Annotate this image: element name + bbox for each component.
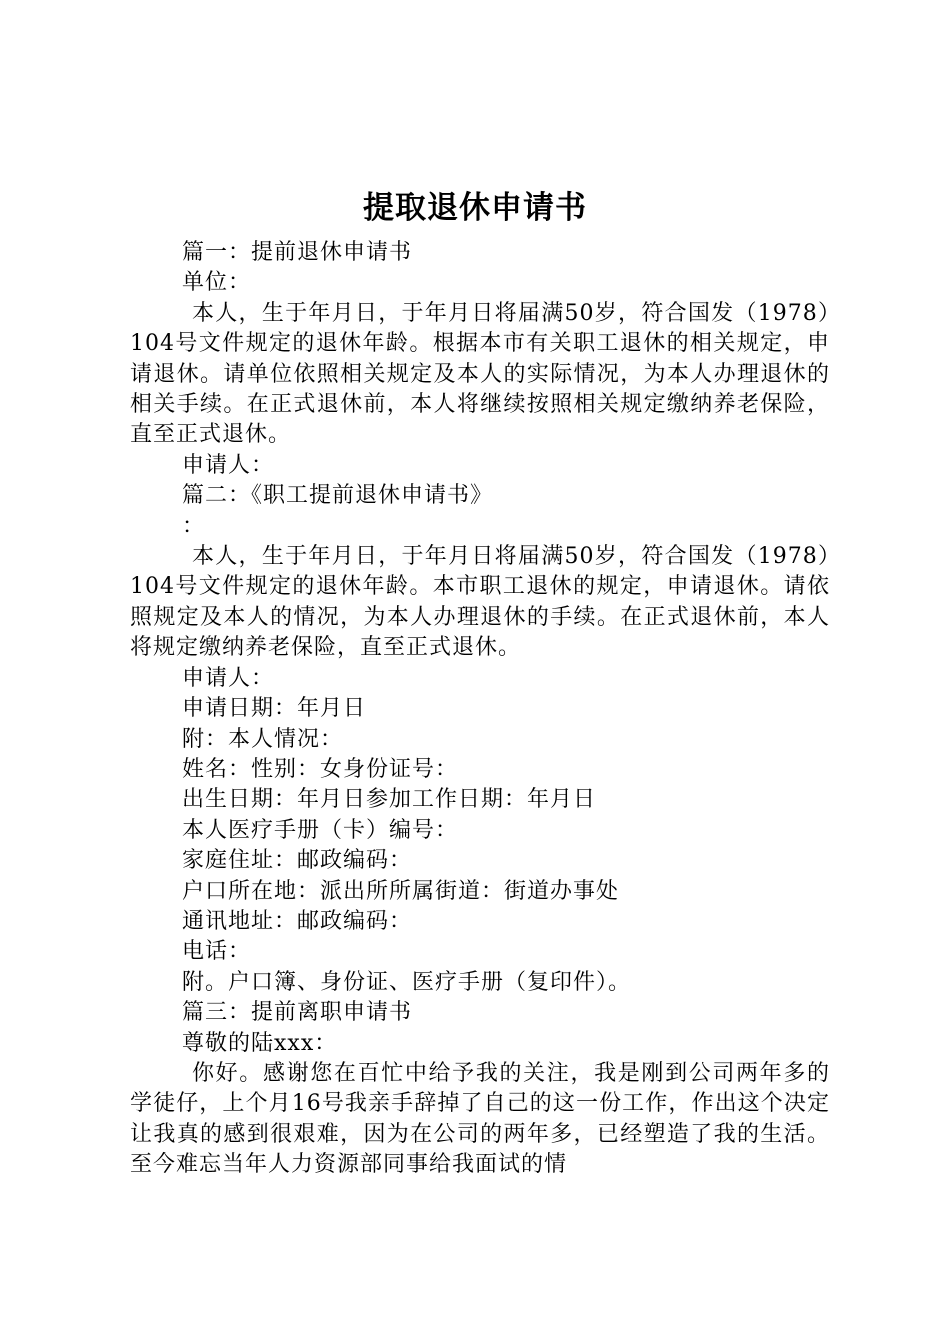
document-title: 提取退休申请书 xyxy=(363,190,587,226)
section2-applicant-line: 申请人： xyxy=(182,665,275,691)
document-body xyxy=(130,238,830,1181)
field-line: 电话： xyxy=(182,939,252,965)
section3-paragraph: 你好。感谢您在百忙中给予我的关注，我是刚到公司两年多的学徒仔，上个月16号我亲手辞掉了自己的这一份工作，作出这个决定让我真的感到很艰难，因为在公司的两年多，已经塑造了我的生活。至今难忘当年人力资源部同事给我面试的情 xyxy=(130,1060,830,1178)
section2-paragraph: 本人，生于年月日，于年月日将届满50岁，符合国发（1978）104号文件规定的退休年龄。本市职工退休的规定，申请退休。请依照规定及本人的情况，为本人办理退休的手续。在正式退休前，本人将规定缴纳养老保险，直至正式退休。 xyxy=(130,544,830,661)
field-line: 出生日期：年月日参加工作日期：年月日 xyxy=(182,787,597,813)
section2-colon-line: ： xyxy=(182,513,206,539)
field-line: 通讯地址：邮政编码： xyxy=(182,908,413,934)
field-line: 户口所在地：派出所所属街道：街道办事处 xyxy=(182,878,620,904)
section1-paragraph: 本人，生于年月日，于年月日将届满50岁，符合国发（1978）104号文件规定的退休年龄。根据本市有关职工退休的相关规定，申请退休。请单位依照相关规定及本人的实际情况，为本人办理退休的相关手续。在正式退休前，本人将继续按照相关规定缴纳养老保险，直至正式退休。 xyxy=(130,300,830,448)
section3-heading: 篇三：提前离职申请书 xyxy=(182,1000,413,1026)
section1-heading: 篇一：提前退休申请书 xyxy=(182,240,413,265)
section2-attach-heading: 附：本人情况： xyxy=(182,726,344,752)
section3-salutation: 尊敬的陆xxx： xyxy=(182,1030,338,1056)
field-line: 本人医疗手册（卡）编号： xyxy=(182,817,459,843)
section2-date-line: 申请日期：年月日 xyxy=(182,696,367,722)
section1-unit-line: 单位： xyxy=(182,270,252,296)
section1-applicant-line: 申请人： xyxy=(182,452,275,478)
field-line: 姓名：性别：女身份证号： xyxy=(182,756,459,782)
section2-attach-note: 附。户口簿、身份证、医疗手册（复印件）。 xyxy=(182,969,632,995)
section2-heading: 篇二：《职工提前退休申请书》 xyxy=(182,483,494,509)
field-line: 家庭住址：邮政编码： xyxy=(182,848,413,874)
